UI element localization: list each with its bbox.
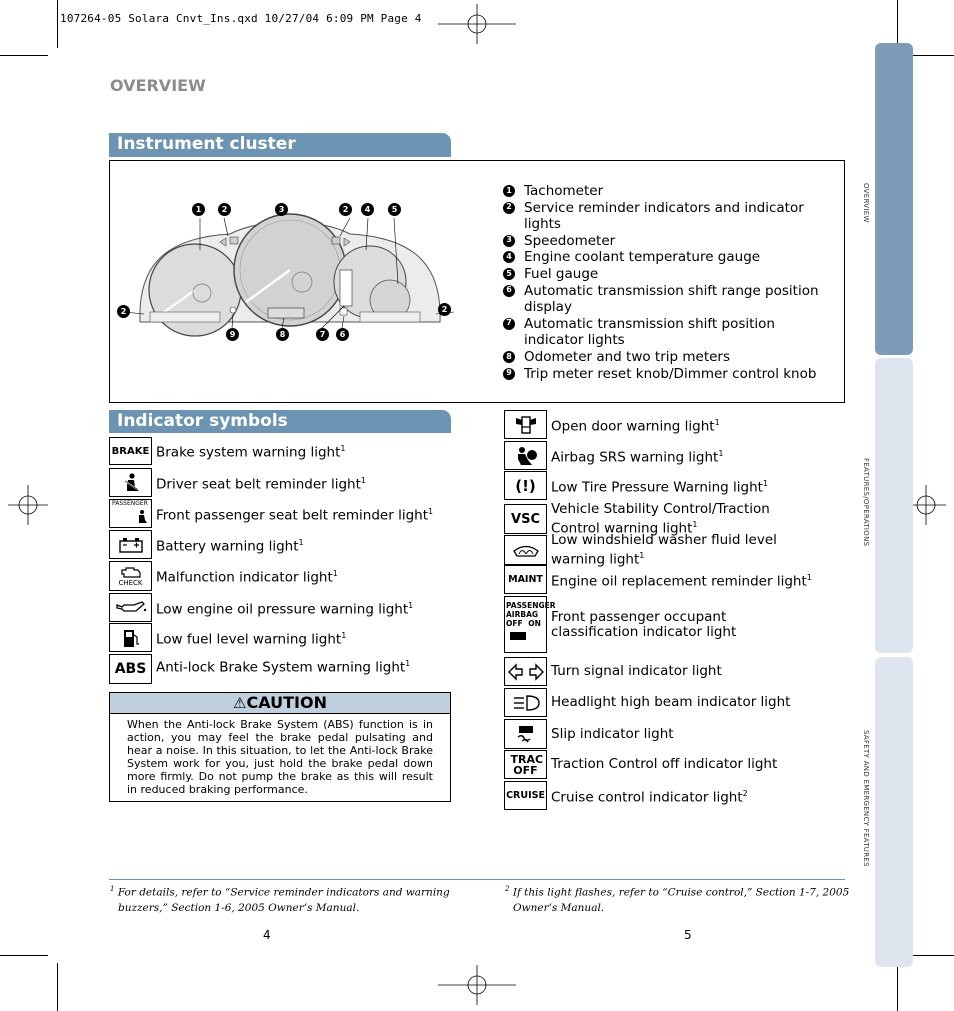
legend-number: 8 [503, 351, 515, 363]
footnote-ref: 1 [298, 537, 304, 547]
registration-mark [438, 4, 516, 44]
indicator-row-seat-belt [109, 468, 366, 497]
caution-title: CAUTION [246, 693, 327, 712]
legend-item [503, 283, 838, 316]
indicator-row-abs [109, 654, 410, 684]
callout-3: 3 [275, 203, 288, 216]
legend-item [503, 349, 838, 366]
footnote-ref: 1 [340, 444, 346, 454]
indicator-label [152, 598, 413, 618]
indicator-label [547, 664, 722, 679]
footnote-ref: 1 [427, 506, 434, 516]
slip-icon [504, 719, 547, 749]
indicator-label-text: Brake system warning light [156, 444, 341, 461]
passenger-airbag-icon [504, 596, 556, 653]
legend-item [503, 266, 838, 283]
open-door-icon [504, 410, 547, 439]
indicator-label-text: Cruise control indicator light [551, 789, 743, 806]
airbag-icon [504, 441, 547, 470]
tab-overview-label: OVERVIEW [862, 183, 870, 223]
maint-icon [504, 565, 547, 594]
oil-can-icon [109, 593, 152, 622]
crop-mark [906, 55, 954, 56]
tab-safety-label: SAFETY AND EMERGENCY FEATURES [862, 730, 870, 867]
crop-mark [897, 0, 898, 48]
tab-overview[interactable] [875, 43, 913, 355]
indicator-label-text: Turn signal indicator light [551, 663, 722, 679]
crop-mark [0, 55, 48, 56]
indicator-row-maint [504, 565, 812, 594]
legend-number: 4 [503, 251, 515, 263]
footnote-ref: 1 [639, 551, 645, 560]
indicator-label [547, 446, 723, 466]
indicator-label-text: Malfunction indicator light [156, 569, 333, 586]
legend-number: 1 [503, 185, 515, 197]
indicator-row-tire-pressure [504, 471, 768, 500]
footnote-ref: 1 [714, 417, 720, 427]
indicator-row-passenger-airbag [504, 596, 816, 653]
indicator-label [152, 504, 433, 524]
abs-icon [109, 654, 152, 684]
indicator-label [547, 415, 720, 435]
passenger-seat-belt-icon [109, 499, 152, 528]
brake-icon [109, 437, 152, 465]
indicator-label [547, 695, 790, 710]
legend-item [503, 316, 838, 349]
legend-text: Fuel gauge [524, 265, 599, 282]
heading-rule [109, 431, 451, 433]
vsc-icon [504, 504, 547, 534]
page-number-left: 4 [263, 928, 271, 942]
indicator-symbols-heading [109, 410, 451, 432]
footnote-ref: 1 [762, 478, 769, 488]
tire-pressure-icon [504, 471, 547, 500]
indicator-label-text: Low windshield washer fluid level warning light [551, 532, 777, 568]
footnote-ref: 1 [806, 572, 812, 582]
footnote-ref: 1 [332, 569, 338, 579]
indicator-label-text: Battery warning light [156, 538, 299, 555]
callout-8: 8 [276, 328, 289, 341]
footnote-text: If this light flashes, refer to “Cruise control,” Section 1-7, 2005 Owner’s Manual. [512, 886, 850, 914]
legend-number: 3 [503, 235, 515, 247]
warning-triangle-icon: ⚠ [233, 694, 247, 712]
caution-body: When the Anti-lock Brake System (ABS) function is in action, you may feel the brake pedal pulsating and hear a noise. In this situation, to let the Anti-lock Brake System work for you, just hold the brake pedal down more firmly. Do not pump the brake as this will result in reduced braking performance. [109, 713, 451, 802]
legend-item [503, 183, 838, 200]
indicator-label-text: Front passenger seat belt reminder light [156, 507, 428, 524]
tab-safety-emergency[interactable] [875, 657, 913, 967]
indicator-label-text: Low engine oil pressure warning light [156, 601, 409, 618]
indicator-label-text: Airbag SRS warning light [551, 449, 719, 466]
section-title: OVERVIEW [110, 76, 206, 95]
indicator-row-high-beam [504, 688, 790, 717]
indicator-label [152, 473, 366, 493]
footnote-mark: 1 [110, 885, 115, 893]
indicator-label [547, 757, 777, 772]
indicator-label-text: Engine oil replacement reminder light [551, 573, 807, 590]
instrument-cluster-illustration [120, 200, 460, 340]
legend-item [503, 249, 838, 266]
footnote-mark: 2 [505, 885, 510, 893]
indicator-row-passenger-seat-belt [109, 499, 433, 528]
registration-mark [438, 965, 516, 1005]
indicator-label [152, 535, 304, 555]
callout-2: 2 [117, 305, 130, 318]
indicator-label [547, 610, 816, 640]
legend-text: Speedometer [524, 232, 616, 249]
indicator-label [152, 654, 410, 676]
callout-1: 1 [192, 203, 205, 216]
legend-number: 9 [503, 368, 515, 380]
indicator-row-oil-pressure [109, 593, 413, 622]
footnote-ref: 1 [360, 475, 366, 485]
indicator-row-cruise [504, 781, 748, 810]
legend-text: Odometer and two trip meters [524, 348, 731, 365]
indicator-row-airbag [504, 441, 723, 470]
indicator-label-text: Open door warning light [551, 418, 715, 435]
callout-2: 2 [218, 203, 231, 216]
indicator-label [547, 570, 812, 590]
high-beam-icon [504, 688, 547, 717]
passenger-airbag-icon-text: PASSENGER AIRBAG OFF ON [506, 601, 556, 628]
tab-features-label: FEATURES/OPERATIONS [862, 458, 870, 547]
callout-9: 9 [226, 328, 239, 341]
indicator-label [152, 441, 345, 461]
indicator-label-text: Low fuel level warning light [156, 631, 342, 648]
legend-item [503, 366, 838, 383]
cruise-icon-text: CRUISE [506, 790, 545, 801]
callout-7: 7 [316, 328, 329, 341]
crop-mark [897, 963, 898, 1011]
legend-number: 7 [503, 318, 515, 330]
footnote-ref: 1 [692, 520, 698, 529]
legend-number: 6 [503, 285, 515, 297]
legend-text: Engine coolant temperature gauge [524, 249, 761, 266]
indicator-label-text: Vehicle Stability Control/Traction Control warning light [551, 501, 770, 537]
crop-mark [57, 963, 58, 1011]
callout-2: 2 [339, 203, 352, 216]
cruise-icon [504, 781, 547, 810]
seat-belt-icon [109, 468, 152, 497]
passenger-airbag-on-box [510, 632, 526, 640]
callout-5: 5 [388, 203, 401, 216]
indicator-symbols-heading-text: Indicator symbols [117, 411, 288, 431]
footnote-ref: 1 [718, 448, 724, 458]
legend-item [503, 200, 838, 233]
caution-header [109, 692, 451, 714]
tire-pressure-icon-text: (!) [515, 476, 536, 495]
heading-rule [109, 155, 451, 157]
indicator-label [152, 566, 338, 586]
indicator-label-text: Driver seat belt reminder light [156, 476, 361, 493]
abs-icon-text: ABS [114, 661, 147, 677]
check-engine-icon-text: CHECK [118, 578, 143, 587]
page-number-right: 5 [684, 928, 692, 942]
indicator-row-open-door [504, 410, 720, 439]
legend-text: Automatic transmission shift range position display [524, 282, 819, 316]
callout-4: 4 [361, 203, 374, 216]
indicator-label [152, 628, 346, 648]
legend-number: 2 [503, 202, 515, 214]
indicator-row-check-engine [109, 561, 338, 591]
indicator-row-trac-off [504, 750, 777, 779]
indicator-label-text: Slip indicator light [551, 725, 674, 742]
instrument-cluster-heading-text: Instrument cluster [117, 134, 296, 154]
maint-icon-text: MAINT [508, 574, 543, 585]
check-engine-icon [109, 561, 152, 591]
registration-mark [8, 485, 48, 525]
crop-mark [906, 955, 954, 956]
battery-icon [109, 530, 152, 559]
vsc-icon-text: VSC [511, 511, 540, 527]
footnote-ref: 1 [405, 659, 411, 668]
brake-icon-text: BRAKE [111, 445, 150, 457]
footnote-1 [110, 882, 458, 916]
indicator-label [547, 476, 768, 496]
indicator-label [547, 786, 748, 806]
footnote-ref: 2 [742, 788, 748, 798]
callout-6: 6 [336, 328, 349, 341]
cluster-legend [503, 183, 838, 382]
indicator-row-battery [109, 530, 304, 559]
legend-item [503, 233, 838, 250]
footnote-ref: 1 [341, 630, 347, 640]
file-slug: 107264-05 Solara Cnvt_Ins.qxd 10/27/04 6:09 PM Page 4 [60, 12, 422, 25]
trac-off-icon [504, 750, 547, 779]
instrument-cluster-heading [109, 133, 451, 156]
indicator-label-text: Anti-lock Brake System warning light [156, 659, 406, 676]
indicator-row-fuel [109, 623, 346, 652]
legend-text: Service reminder indicators and indicator lights [524, 199, 804, 233]
passenger-icon-text: PASSENGER [112, 500, 148, 507]
legend-text: Tachometer [524, 183, 604, 199]
indicator-label-text: Headlight high beam indicator light [551, 694, 791, 710]
indicator-label-text: Front passenger occupant classification indicator light [551, 608, 737, 640]
footnote-text: For details, refer to “Service reminder indicators and warning buzzers,” Section 1-6, 2005 Owner’s Manual. [117, 886, 450, 914]
indicator-row-turn-signal [504, 657, 722, 686]
indicator-row-washer-fluid [504, 533, 826, 568]
footnote-rule [109, 879, 845, 880]
legend-text: Trip meter reset knob/Dimmer control knob [524, 365, 817, 382]
indicator-label [547, 533, 826, 568]
footnote-ref: 1 [408, 600, 414, 610]
legend-number: 5 [503, 268, 515, 280]
callout-2: 2 [438, 303, 451, 316]
tab-features-operations[interactable] [875, 358, 913, 653]
crop-mark [0, 955, 48, 956]
fuel-pump-icon [109, 623, 152, 652]
crop-mark [57, 0, 58, 48]
indicator-row-slip [504, 719, 674, 749]
legend-text: Automatic transmission shift position indicator lights [524, 315, 775, 349]
indicator-label-text: Low Tire Pressure Warning light [551, 479, 763, 496]
indicator-row-brake [109, 437, 345, 465]
footnote-2 [505, 882, 853, 916]
indicator-label-text: Traction Control off indicator light [551, 756, 778, 772]
turn-signal-icon [504, 657, 547, 686]
trac-off-icon-text: TRAC OFF [510, 752, 544, 777]
indicator-label [547, 727, 674, 742]
washer-fluid-icon [504, 535, 547, 565]
